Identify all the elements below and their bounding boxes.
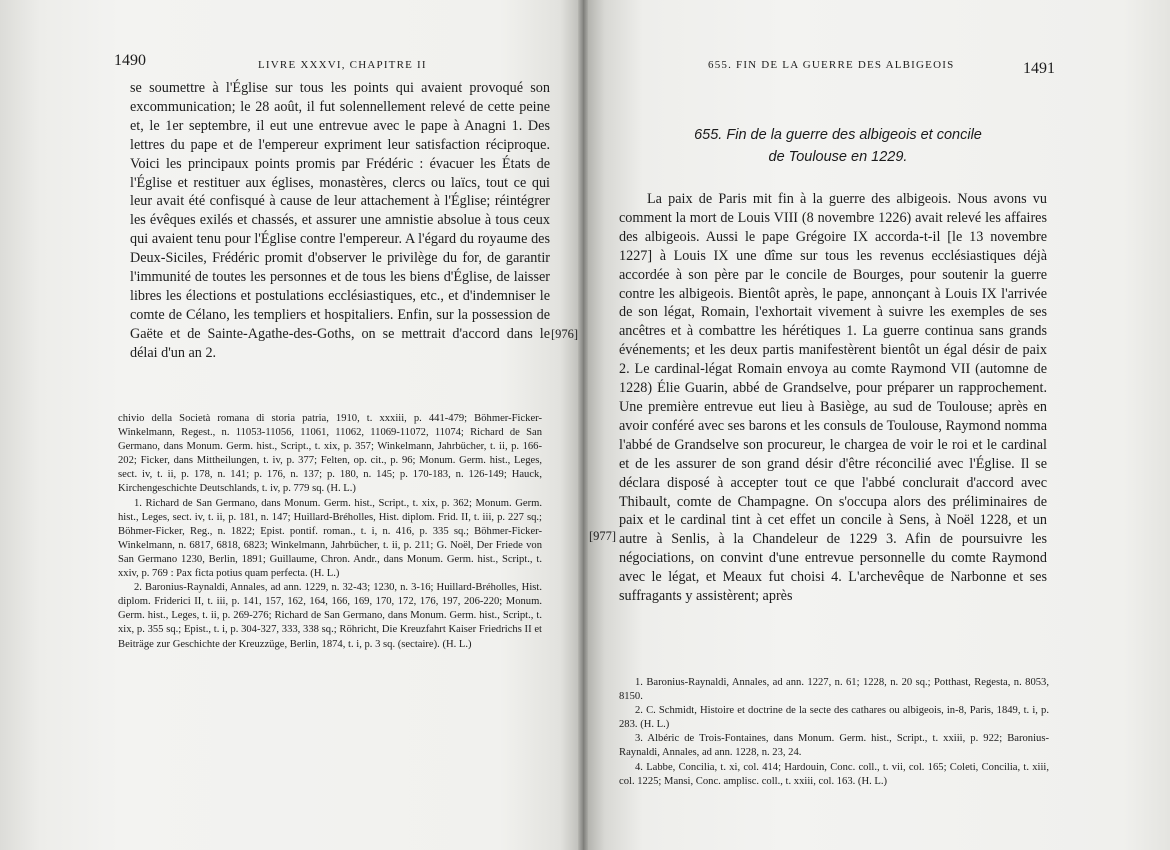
right-footnote-2: 2. C. Schmidt, Histoire et doctrine de la secte des cathares ou albigeois, in-8, Paris, 1849, t. i, p. 283. (H. L.) <box>619 705 1049 731</box>
left-footnote-1: 1. Richard de San Germano, dans Monum. Germ. hist., Script., t. xix, p. 362; Monum. Germ. hist., Leges, sect. iv, t. ii, p. 181, n. 147; Huillard-Bréholles, Hist. diplom. Frid. II, t. iii, p. 227 sq.; Böhmer-Ficker, Reg., n. 1822; Epist. pontif. roman., t. i, n. 416, p. 335 sq.; Böhmer-Ficker-Winkelmann, n. 6817, 6818, 6823; Winkelmann, Jahrbücher, t. ii, p. 211; G. Noël, Der Friede von San Germano 1230, Berlin, 1891; Guillaume, Chron. Andr., dans Monum. Germ. hist., Script., t. xxiv, p. 769 : Pax ficta potius quam perfecta. (H. L.) <box>118 497 542 580</box>
right-page <box>583 0 1170 850</box>
section-title-line-2: de Toulouse en 1229. <box>768 149 908 165</box>
left-body-text <box>130 79 550 363</box>
section-title <box>613 124 1063 168</box>
left-running-head: LIVRE XXXVI, CHAPITRE II <box>258 59 427 71</box>
section-title-line-1: 655. Fin de la guerre des albigeois et concile <box>694 127 982 143</box>
right-footnote-1: 1. Baronius-Raynaldi, Annales, ad ann. 1227, n. 61; 1228, n. 20 sq.; Potthast, Regesta, n. 8053, 8150. <box>619 677 1049 703</box>
left-footnotes <box>118 412 542 652</box>
right-page-number: 1491 <box>1023 60 1055 77</box>
right-footnote-4: 4. Labbe, Concilia, t. xi, col. 414; Hardouin, Conc. coll., t. vii, col. 165; Coleti, Concilia, t. xiii, col. 1225; Mansi, Conc. amplisс. coll., t. xxiii, col. 163. (H. L.) <box>619 761 1049 787</box>
right-running-head: 655. FIN DE LA GUERRE DES ALBIGEOIS <box>708 59 955 71</box>
right-body-paragraph: La paix de Paris mit fin à la guerre des albigeois. Nous avons vu comment la mort de Louis VIII (8 novembre 1226) avait relevé les affaires des albigeois. Aussi le pape Grégoire IX accorda-t-il [le 13 novembre 1227] à Louis IX une dîme sur tous les revenus ecclésiastiques déjà accordée à son père par le concile de Bourges, pour soutenir la guerre contre les albigeois. Bientôt après, le pape, annonçant à Louis IX l'arrivée de son légat, Romain, l'exhortait vivement à suivre les exemples de ses ancêtres et à combattre les hérétiques 1. La guerre continua sans grands événements; et les deux partis manifestèrent bientôt un égal désir de paix 2. Le cardinal-légat Romain envoya au comte Raymond VII (automne de 1228) Élie Guarin, abbé de Grandselve, pour préparer un rapprochement. Une première entrevue eut lieu à Basiège, au sud de Toulouse; après en avoir conféré avec ses barons et les consuls de Toulouse, Raymond nomma l'abbé de Grandselve son procureur, le chargea de voir le roi et le cardinal et de les assurer de son grand désir d'être réconcilié avec l'Église. Il se déclara disposé à accepter tout ce que l'abbé conclurait d'accord avec Thibault, comte de Champagne. On s'occupa alors des préliminaires de paix et le cardinal tint à cet effet un concile à Sens, à Noël 1228, et un autre à Senlis, à la Chandeleur de 1229 3. Afin de poursuivre les négociations, on convint d'une entrevue personnelle du comte Raymond avec le légat, et Meaux fut choisi 4. L'archevêque de Narbonne et ses suffragants y assistèrent; après <box>619 191 1047 605</box>
left-body-paragraph: se soumettre à l'Église sur tous les points qui avaient provoqué son excommunication; le 28 août, il fut solennellement relevé de cette peine et, le 1er septembre, il eut une entrevue avec le pape à Anagni 1. Des lettres du pape et de l'empereur expriment leur satisfaction réciproque. Voici les principaux points promis par Frédéric : évacuer les États de l'Église et restituer aux églises, monastères, clercs ou laïcs, tout ce qui leur avait été confisqué à cause de leur attachement à l'Église; réintégrer les évêques exilés et chassés, et assurer une amnistie absolue à tous ceux qui avaient tenu pour l'Église contre l'empereur. A l'égard du royaume des Deux-Siciles, Frédéric promit d'observer le privilège du for, de garantir l'immunité de toutes les personnes et de tous les biens d'Église, de laisser libres les élections et postulations ecclésiastiques, etc., et d'indemniser le comte de Célano, les templiers et hospitaliers. Enfin, sur la possession de Gaëte et de Sainte-Agathe-des-Goths, on se mettrait d'accord dans le délai d'un an 2. <box>130 80 550 361</box>
right-body-text <box>619 190 1047 606</box>
left-page-number: 1490 <box>114 52 146 69</box>
left-margin-page-ref: [976] <box>551 327 579 341</box>
right-margin-page-ref: [977] <box>589 529 617 543</box>
left-footnote-continued: chivio della Società romana di storia patria, 1910, t. xxxiii, p. 441-479; Böhmer-Ficker-Winkelmann, Regest., n. 11053-11056, 11061, 11062, 11069-11072, 11074; Richard de San Germano, dans Monum. Germ. hist., Script., t. xix, p. 357; Winkelmann, Jahrbücher, t. ii, p. 166-202; Ficker, dans Mittheilungen, t. iv, p. 377; Felten, op. cit., p. 96; Monum. Germ. hist., Leges, sect. iv, t. ii, p. 178, n. 141; p. 176, n. 137; p. 180, n. 145; p. 170-183, n. 126-149; Hauck, Kirchengeschichte Deutschlands, t. iv, p. 779 sq. (H. L.) <box>118 413 542 495</box>
left-page <box>0 0 583 850</box>
right-footnote-3: 3. Albéric de Trois-Fontaines, dans Monum. Germ. hist., Script., t. xxiii, p. 922; Baronius-Raynaldi, Annales, ad ann. 1228, n. 23, 24. <box>619 733 1049 759</box>
left-footnote-2: 2. Baronius-Raynaldi, Annales, ad ann. 1229, n. 32-43; 1230, n. 3-16; Huillard-Bréholles, Hist. diplom. Friderici II, t. iii, p. 141, 157, 162, 164, 166, 169, 170, 172, 176, 197, 206-220; Monum. Germ. hist., Leges, t. ii, p. 269-276; Richard de San Germano, dans Monum. Germ. hist., Script., t. xix, p. 355 sq.; Epist., t. i, p. 304-327, 333, 338 sq.; Röhricht, Die Kreuzfahrt Kaiser Friedrichs II et Beiträge zur Geschichte der Kreuzzüge, Berlin, 1874, t. i, p. 3 sq. (sectaire). (H. L.) <box>118 582 542 650</box>
right-footnotes <box>619 676 1049 789</box>
book-gutter-shadow <box>578 0 588 850</box>
